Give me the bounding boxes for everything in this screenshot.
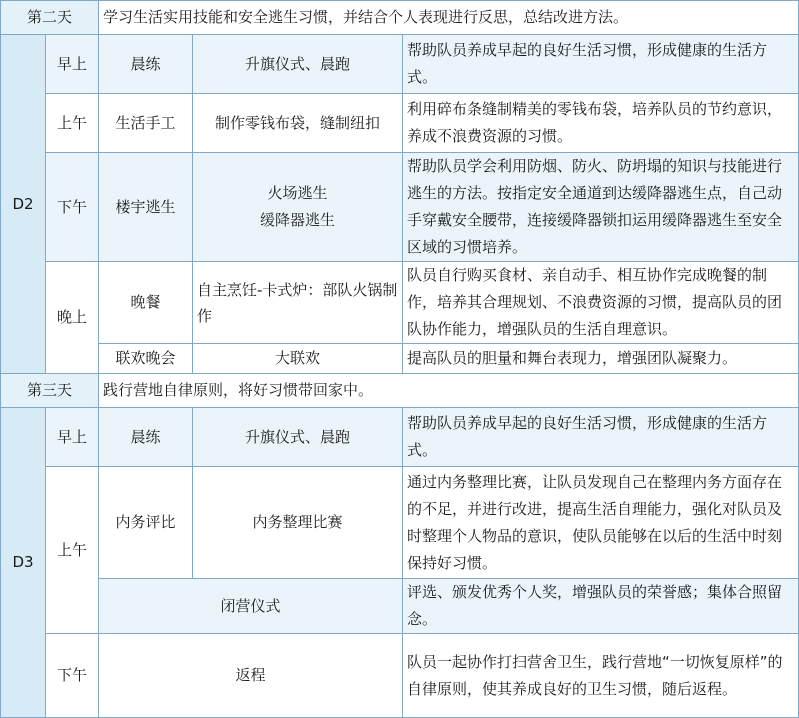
day3-description: 践行营地自律原则，将好习惯带回家中。: [99, 374, 799, 408]
goal-cell: 提高队员的胆量和舞台表现力，增强团队凝聚力。: [403, 344, 799, 374]
content-cell: 大联欢: [193, 344, 403, 374]
activity-cell: 内务评比: [99, 467, 193, 579]
table-row: [1, 467, 799, 579]
goal-cell: 评选、颁发优秀个人奖，增强队员的荣誉感；集体合照留念。: [403, 579, 799, 634]
content-cell: 制作零钱布袋，缝制纽扣: [193, 94, 403, 153]
time-cell: 早上: [46, 408, 99, 467]
activity-cell: 返程: [99, 634, 403, 718]
goal-cell: 帮助队员学会利用防烟、防火、防坍塌的知识与技能进行逃生的方法。按指定安全通道到达缓降器逃生点，自己动手穿戴安全腰带，连接缓降器锁扣运用缓降器逃生至安全区域的习惯培养。: [403, 153, 799, 262]
goal-cell: 帮助队员养成早起的良好生活习惯，形成健康的生活方式。: [403, 35, 799, 94]
content-cell: 自主烹饪-卡式炉：部队火锅制作: [193, 262, 403, 344]
time-cell: 上午: [46, 467, 99, 634]
day3-label: 第三天: [1, 374, 99, 408]
goal-cell: 利用碎布条缝制精美的零钱布袋，培养队员的节约意识，养成不浪费资源的习惯。: [403, 94, 799, 153]
day2-label: 第二天: [1, 1, 99, 35]
time-cell: 早上: [46, 35, 99, 94]
table-row: [1, 94, 799, 153]
content-cell: 内务整理比赛: [193, 467, 403, 579]
day2-code: D2: [1, 35, 46, 374]
activity-cell: 生活手工: [99, 94, 193, 153]
day2-header-row: [1, 1, 799, 35]
time-cell: 晚上: [46, 262, 99, 374]
content-line: 火场逃生: [267, 184, 328, 202]
content-line: 缓降器逃生: [260, 211, 336, 229]
activity-cell: 闭营仪式: [99, 579, 403, 634]
activity-cell: 联欢晚会: [99, 344, 193, 374]
table-row: [1, 35, 799, 94]
time-cell: 上午: [46, 94, 99, 153]
table-row: [1, 344, 799, 374]
activity-cell: 晨练: [99, 408, 193, 467]
table-row: [1, 262, 799, 344]
day3-header-row: [1, 374, 799, 408]
activity-cell: 晨练: [99, 35, 193, 94]
table-row: [1, 634, 799, 718]
content-cell: 升旗仪式、晨跑: [193, 408, 403, 467]
activity-cell: 晚餐: [99, 262, 193, 344]
day3-code: D3: [1, 408, 46, 718]
table-row: [1, 579, 799, 634]
content-cell: 升旗仪式、晨跑: [193, 35, 403, 94]
table-row: [1, 408, 799, 467]
goal-cell: 队员自行购买食材、亲自动手、相互协作完成晚餐的制作，培养其合理规划、不浪费资源的习惯，提高队员的团队协作能力，增强队员的生活自理意识。: [403, 262, 799, 344]
goal-cell: 队员一起协作打扫营舍卫生，践行营地“一切恢复原样”的自律原则，使其养成良好的卫生习惯，随后返程。: [403, 634, 799, 718]
activity-cell: 楼宇逃生: [99, 153, 193, 262]
goal-cell: 帮助队员养成早起的良好生活习惯，形成健康的生活方式。: [403, 408, 799, 467]
day2-description: 学习生活实用技能和安全逃生习惯，并结合个人表现进行反思，总结改进方法。: [99, 1, 799, 35]
goal-cell: 通过内务整理比赛，让队员发现自己在整理内务方面存在的不足，并进行改进，提高生活自理能力，强化对队员及时整理个人物品的意识，使队员能够在以后的生活中时刻保持好习惯。: [403, 467, 799, 579]
content-cell: [193, 153, 403, 262]
time-cell: 下午: [46, 634, 99, 718]
time-cell: 下午: [46, 153, 99, 262]
table-row: [1, 153, 799, 262]
